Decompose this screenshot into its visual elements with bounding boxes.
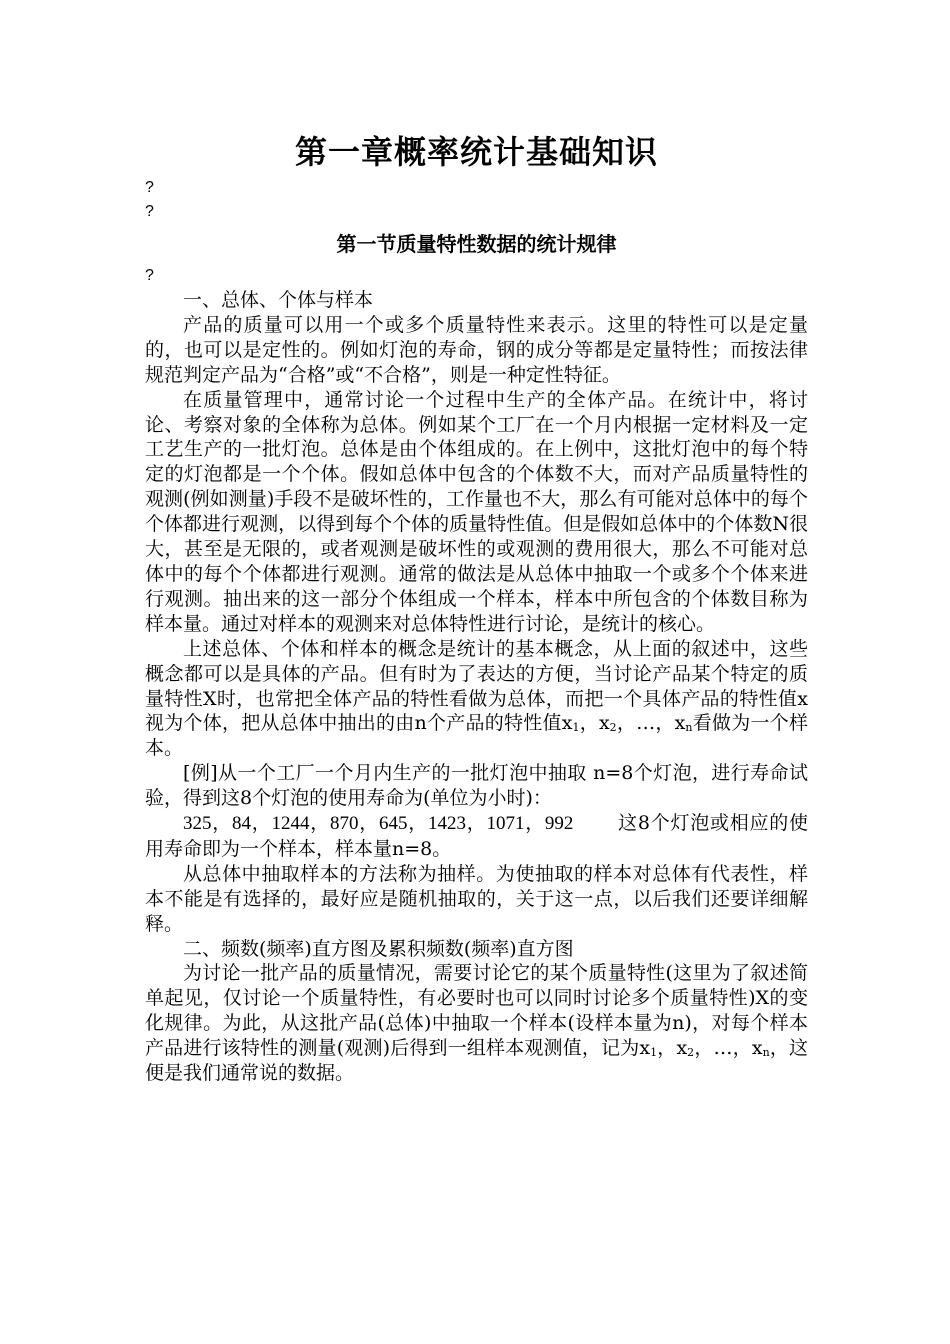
- paragraph-example: [例]从一个工厂一个月内生产的一批灯泡中抽取 n=8个灯泡，进行寿命试验，得到这8个灯泡的使用寿命为(单位为小时)：: [145, 762, 808, 810]
- paragraph-quality-characteristics: 产品的质量可以用一个或多个质量特性来表示。这里的特性可以是定量的，也可以是定性的。例如灯泡的寿命，钢的成分等都是定量特性；而按法律规范判定产品为“合格”或“不合格”，则是一种定性特征。: [145, 313, 808, 386]
- placeholder-mark: ?: [145, 203, 154, 220]
- paragraph-data-definition: 为讨论一批产品的质量情况，需要讨论它的某个质量特性(这里为了叙述简单起见，仅讨论一个质量特性，有必要时也可以同时讨论多个质量特性)X的变化规律。为此，从这批产品(总体)中抽取一个样本(设样本量为n)，对每个样本产品进行该特性的测量(观测)后得到一组样本观测值，记为$x_1$，$x_2$，…，$x_n$，这便是我们通常说的数据。: [145, 962, 808, 1085]
- chapter-title: 第一章概率统计基础知识: [294, 133, 658, 171]
- section-title: 第一节质量特性数据的统计规律: [336, 232, 617, 256]
- paragraph-sample-data: 325，84，1244，870，645，1423，1071，992 这8个灯泡或相应的使用寿命即为一个样本，样本量n=8。: [145, 812, 808, 860]
- placeholder-mark: ?: [145, 179, 154, 196]
- paragraph-population-definition: 在质量管理中，通常讨论一个过程中生产的全体产品。在统计中，将讨论、考察对象的全体称为总体。例如某个工厂在一个月内根据一定材料及一定工艺生产的一批灯泡。总体是由个体组成的。在上例中，这批灯泡中的每个特定的灯泡都是一个个体。假如总体中包含的个体数不大，而对产品质量特性的观测(例如测量)手段不是破坏性的，工作量也不大，那么有可能对总体中的每个个体都进行观测，以得到每个个体的质量特性值。但是假如总体中的个体数N很大，甚至是无限的，或者观测是破坏性的或观测的费用很大，那么不可能对总体中的每个个体都进行观测。通常的做法是从总体中抽取一个或多个个体来进行观测。抽出来的这一部分个体组成一个样本，样本中所包含的个体数目称为样本量。通过对样本的观测来对总体特性进行讨论，是统计的核心。: [145, 388, 808, 635]
- sample-values: 325，84，1244，870，645，1423，1071，992: [183, 813, 574, 835]
- body-text: [145, 288, 808, 1086]
- paragraph-basic-concepts: 上述总体、个体和样本的概念是统计的基本概念，从上面的叙述中，这些概念都可以是具体的产品。但有时为了表达的方便，当讨论产品某个特定的质量特性X时，也常把全体产品的特性看做为总体，而把一个具体产品的特性值x视为个体，把从总体中抽出的由n个产品的特性值$x_1$，$x_2$，…，$x_n$看做为一个样本。: [145, 637, 808, 760]
- heading-population-sample: 一、总体、个体与样本: [183, 289, 374, 311]
- heading-histogram: 二、频数(频率)直方图及累积频数(频率)直方图: [183, 937, 574, 960]
- paragraph-sampling: 从总体中抽取样本的方法称为抽样。为使抽取的样本对总体有代表性，样本不能是有选择的，最好应是随机抽取的，关于这一点，以后我们还要详细解释。: [145, 862, 808, 935]
- placeholder-mark: ?: [145, 267, 154, 284]
